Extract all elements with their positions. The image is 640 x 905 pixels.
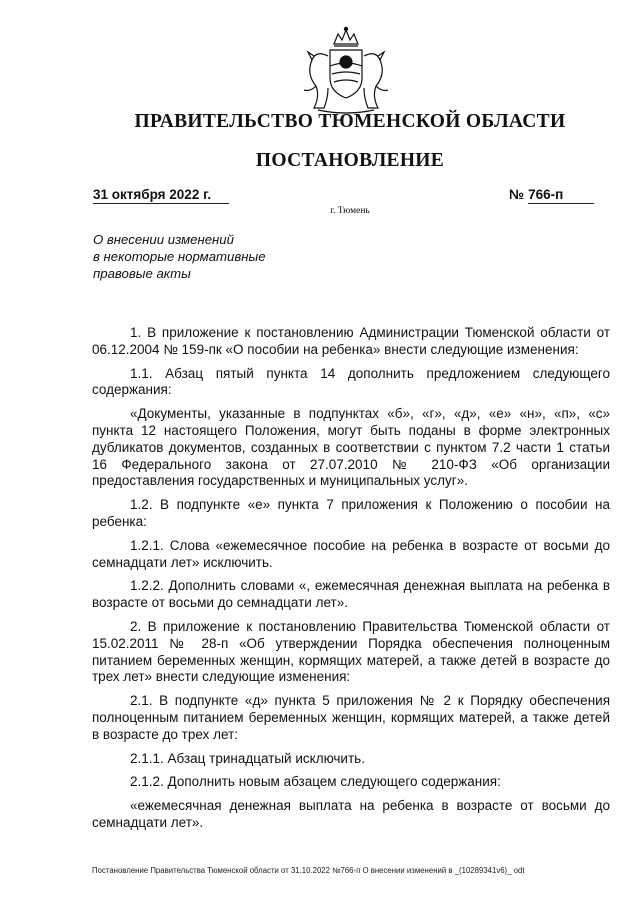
body-paragraph: «Документы, указанные в подпунктах «б», «г», «д», «е» «н», «п», «с» пункта 12 настоящего Положения, могут быть поданы в форме электронных дубликатов документов, созданных в соответствии с пунктом 7.2 части 1 статьи 16 Федерального закона от 27.07.2010 № 210-ФЗ «Об организации предоставления государственных и муниципальных услуг». — [92, 406, 610, 489]
body-paragraph: 2.1. В подпункте «д» пункта 5 приложения № 2 к Порядку обеспечения полноценным питанием беременных женщин, кормящих матерей, а также детей в возрасте до трех лет: — [92, 693, 610, 742]
body-paragraph: 1.1. Абзац пятый пункта 14 дополнить предложением следующего содержания: — [92, 365, 610, 398]
document-subject — [93, 231, 333, 282]
body-paragraph: 1.2.1. Слова «ежемесячное пособие на ребенка в возрасте от восьми до семнадцати лет» исключить. — [92, 537, 610, 570]
page-footer: Постановление Правительства Тюменской области от 31.10.2022 №766-п О внесении изменений в _(10289341v6)_ odt — [92, 866, 525, 875]
body-paragraph: «ежемесячная денежная выплата на ребенка в возрасте от восьми до семнадцати лет». — [92, 798, 610, 830]
document-body — [92, 325, 610, 839]
body-paragraph: 1.2. В подпункте «е» пункта 7 приложения к Положению о пособии на ребенка: — [92, 497, 610, 529]
number-sign: № — [509, 187, 525, 202]
document-type-title: ПОСТАНОВЛЕНИЕ — [255, 150, 445, 171]
subject-line: правовые акты — [93, 266, 191, 281]
subject-line: О внесении изменений — [93, 232, 234, 247]
body-paragraph: 2. В приложение к постановлению Правительства Тюменской области от 15.02.2011 № 28-п «Об утверждении Порядка обеспечения полноценным питанием беременных женщин, кормящих матерей, а также детей в возрасте до трех лет» внести следующие изменения: — [92, 618, 610, 685]
body-paragraph: 2.1.2. Дополнить новым абзацем следующего содержания: — [130, 774, 501, 790]
city-label: г. Тюмень — [330, 206, 370, 216]
body-paragraph: 1.2.2. Дополнить словами «, ежемесячная денежная выплата на ребенка в возрасте от восьми до семнадцати лет». — [92, 578, 610, 611]
subject-line: в некоторые нормативные — [93, 249, 266, 264]
document-number-field — [509, 187, 604, 204]
body-paragraph: 1. В приложение к постановлению Администрации Тюменской области от 06.12.2004 № 159-пк «О пособии на ребенка» внести следующие изменения: — [92, 325, 610, 357]
document-number: 766-п — [528, 187, 594, 204]
coat-of-arms-icon — [294, 26, 398, 118]
body-paragraph: 2.1.1. Абзац тринадцатый исключить. — [130, 750, 365, 766]
document-date: 31 октября 2022 г. — [93, 187, 229, 204]
organization-title: ПРАВИТЕЛЬСТВО ТЮМЕНСКОЙ ОБЛАСТИ — [134, 111, 566, 132]
